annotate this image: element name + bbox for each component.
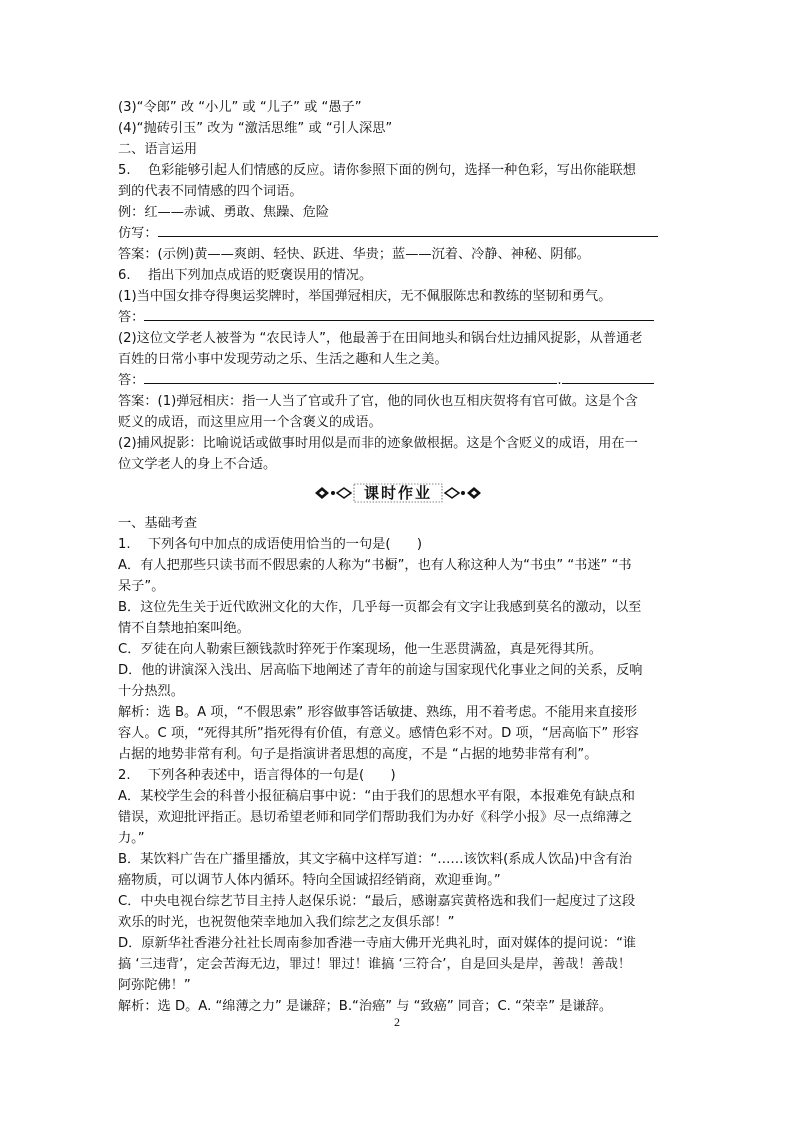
question-6: 6. 指出下列加点成语的贬褒误用的情况。 (118, 268, 373, 283)
answer-blank[interactable] (562, 371, 654, 384)
text-line: (3)“令郎” 改 “小儿” 或 “儿子” 或 “愚子” (118, 100, 362, 115)
question-1: 1. 下列各句中加点的成语使用恰当的一句是( ) (118, 537, 422, 552)
text-line: (4)“抛砖引玉” 改为 “激活思维” 或 “引人深思” (118, 121, 393, 136)
text-line: 搞 ‘三违背’，定会苦海无边，罪过！罪过！谁搞 ‘三符合’，自是回头是岸，善哉！善哉！ (118, 957, 632, 972)
text-line: 十分热烈。 (118, 684, 184, 699)
text-line: (2)这位文学老人被誉为 “农民诗人”，他最善于在田间地头和锅台灶边捕风捉影，从普通老 (118, 331, 643, 346)
answer-label: 答： (118, 373, 145, 388)
answer-blank[interactable] (144, 308, 654, 321)
imitate-line (118, 224, 658, 243)
text-line: 情不自禁地拍案叫绝。 (118, 621, 250, 636)
option-b: B．这位先生关于近代欧洲文化的大作，几乎每一页都会有文字让我感到莫名的激动，以至 (118, 600, 642, 615)
section-banner (313, 482, 483, 504)
text-line: 呆子”。 (118, 579, 165, 594)
answer-line: (2)捕风捉影：比喻说话或做事时用似是而非的迹象做根据。这是个含贬义的成语，用在一 (118, 436, 638, 451)
text-line: 阿弥陀佛！” (118, 978, 191, 993)
option-b: B．某饮料广告在广播里播放，其文字稿中这样写道：“……该饮料(系成人饮品)中含有治 (118, 852, 633, 867)
option-c: C．中央电视台综艺节目主持人赵保乐说：“最后，感谢嘉宾黄格选和我们一起度过了这段 (118, 894, 636, 909)
explanation-line: 解析：选 B。A 项，“不假思索” 形容做事答话敏捷、熟练，用不着考虑。不能用来直接形 (118, 705, 638, 720)
option-a: A．某校学生会的科普小报征稿启事中说：“由于我们的思想水平有限，本报难免有缺点和 (118, 789, 635, 804)
text-line: (1)当中国女排夺得奥运奖牌时，举国弹冠相庆，无不佩服陈忠和教练的坚韧和勇气。 (118, 289, 612, 304)
answer-line: 答案：(1)弹冠相庆：指一人当了官或升了官，他的同伙也互相庆贺将有官可做。这是个含 (118, 394, 638, 409)
explanation-line: 解析：选 D。A. “绵薄之力” 是谦辞；B.“治癌” 与 “致癌” 同音；C. “荣幸” 是谦辞。 (118, 999, 613, 1014)
option-d: D．原新华社香港分社社长周南参加香港一寺庙大佛开光典礼时，面对媒体的提问说：“谁 (118, 936, 637, 951)
section-heading: 二、语言运用 (118, 142, 198, 157)
answer-line: 答案：(示例)黄——爽朗、轻快、跃进、华贵；蓝——沉着、冷静、神秘、阴郁。 (118, 247, 590, 262)
answer-blank-line (118, 308, 654, 327)
answer-label: 答： (118, 310, 145, 325)
text-line: 百姓的日常小事中发现劳动之乐、生活之趣和人生之美。 (118, 352, 448, 367)
page-number: 2 (394, 1015, 400, 1029)
text-line: 贬义的成语，而这里应用一个含褒义的成语。 (118, 415, 382, 430)
option-a: A．有人把那些只读书而不假思索的人称为“书橱”，也有人称这种人为“书虫” “书迷” “书 (118, 558, 632, 573)
text-line: 容人。C 项，“死得其所”指死得有价值，有意义。感情色彩不对。D 项，“居高临下” 形容 (118, 726, 639, 741)
banner-title: 课时作业 (363, 484, 432, 502)
answer-blank-line: 答： . (118, 371, 654, 390)
answer-blank[interactable] (158, 224, 658, 237)
question-2: 2. 下列各种表述中，语言得体的一句是( ) (118, 768, 396, 783)
imitate-label: 仿写： (118, 226, 158, 241)
text-line: 位文学老人的身上不合适。 (118, 457, 277, 472)
answer-blank[interactable] (144, 371, 557, 384)
text-line: 力。” (118, 831, 145, 846)
text-line: 癌物质，可以调节人体内循环。特向全国诚招经销商，欢迎垂询。” (118, 873, 501, 888)
section-heading: 一、基础考查 (118, 516, 198, 531)
text-line: 欢乐的时光，也祝贺他荣幸地加入我们综艺之友俱乐部！” (118, 915, 455, 930)
text-line: 到的代表不同情感的四个词语。 (118, 184, 303, 199)
text-line: 错误，欢迎批评指正。恳切希望老师和同学们帮助我们为办好《科学小报》尽一点绵薄之 (118, 810, 633, 825)
option-d: D．他的讲演深入浅出、居高临下地阐述了青年的前途与国家现代化事业之间的关系，反响 (118, 663, 643, 678)
example-line: 例：红——赤诚、勇敢、焦躁、危险 (118, 205, 329, 220)
question-5: 5. 色彩能够引起人们情感的反应。请你参照下面的例句，选择一种色彩，写出你能联想 (118, 163, 636, 178)
option-c: C．歹徒在向人勒索巨额钱款时猝死于作案现场，他一生恶贯满盈，真是死得其所。 (118, 642, 602, 657)
text-line: 占据的地势非常有利。句子是指演讲者思想的高度，不是 “占据的地势非常有利”。 (118, 747, 598, 762)
